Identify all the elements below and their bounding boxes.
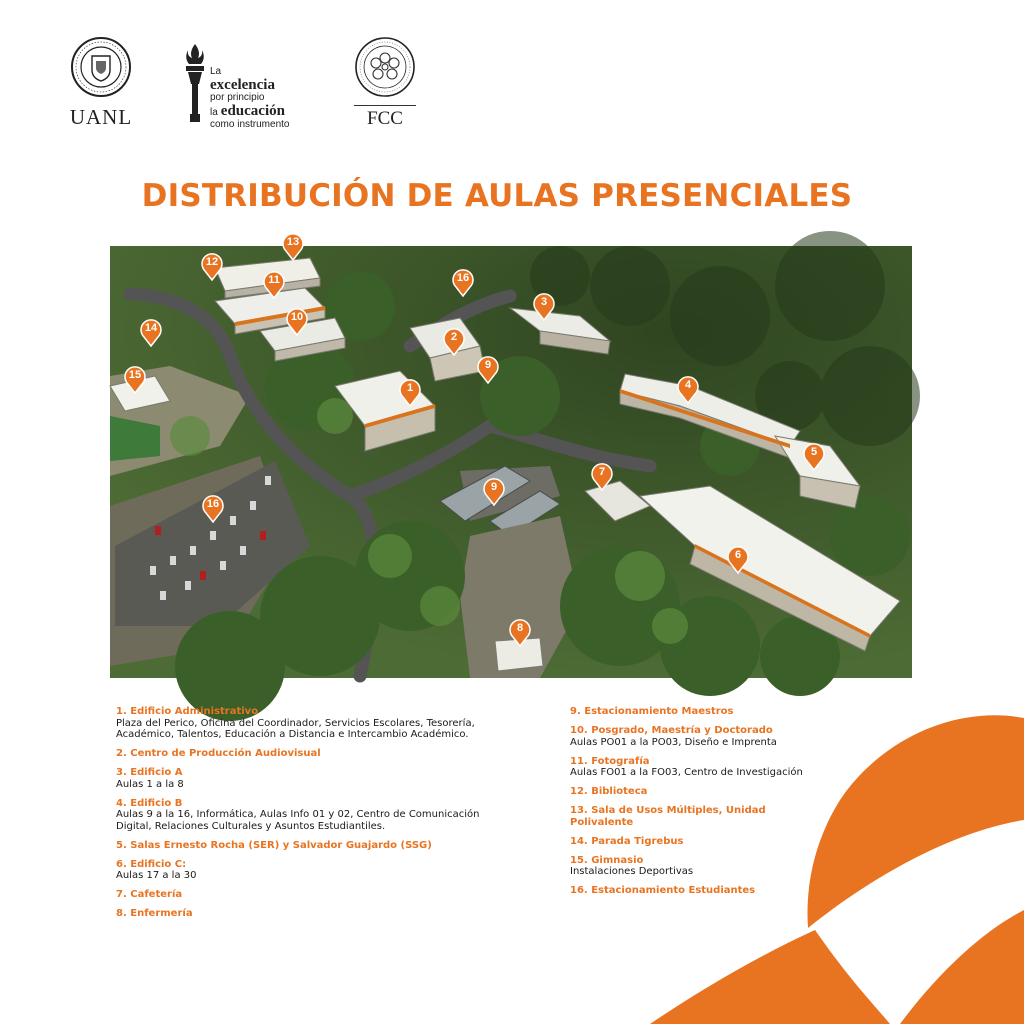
motto-line-5: educación — [220, 103, 285, 119]
legend-item-4-title: 4. Edificio B — [116, 797, 183, 809]
motto-line-4: la — [210, 107, 218, 118]
legend-item-4-desc-line2: Digital, Relaciones Culturales y Asuntos Estudiantiles. — [116, 820, 386, 832]
motto-logo — [180, 42, 315, 130]
torch-icon — [180, 42, 210, 126]
motto-line-2: excelencia — [210, 77, 275, 93]
legend-item-10-title: 10. Posgrado, Maestría y Doctorado — [570, 725, 773, 736]
page-title: DISTRIBUCIÓN DE AULAS PRESENCIALES — [141, 178, 853, 214]
legend-item-4-desc-line1: Aulas 9 a la 16, Informática, Aulas Info 01 y 02, Centro de Comunicación — [116, 809, 480, 820]
uanl-logo-text: UANL — [69, 105, 133, 129]
map-pin-11-label: 11 — [268, 274, 280, 286]
legend-item-9-title: 9. Estacionamiento Maestros — [570, 706, 734, 717]
motto-text — [210, 66, 289, 131]
legend-item-16-title: 16. Estacionamiento Estudiantes — [570, 885, 756, 896]
legend-item-15-title: 15. Gimnasio — [570, 854, 644, 866]
motto-line-3: por principio — [210, 92, 265, 103]
legend-item-7-title: 7. Cafetería — [116, 889, 183, 900]
legend-item-11 — [570, 756, 830, 779]
legend-item-8 — [116, 908, 526, 920]
map-pin-16-top-label: 16 — [456, 272, 470, 284]
legend-item-12-title: 12. Biblioteca — [570, 786, 648, 797]
map-pin-3-label: 3 — [540, 296, 548, 308]
map-pin-12-label: 12 — [205, 256, 219, 268]
legend-item-3-title: 3. Edificio A — [116, 767, 183, 778]
legend-item-4 — [116, 798, 526, 833]
legend-item-3 — [116, 767, 526, 790]
legend-item-9 — [570, 706, 830, 718]
legend-item-6 — [116, 859, 526, 882]
legend-item-12 — [570, 786, 830, 798]
map-pin-14-label: 14 — [144, 322, 158, 334]
legend-item-13 — [570, 805, 830, 828]
legend-right — [570, 706, 830, 904]
uanl-seal-icon — [66, 36, 136, 98]
fcc-underline — [354, 105, 416, 106]
fcc-logo-text: FCC — [367, 108, 403, 129]
fcc-logo — [352, 36, 418, 130]
header-logos — [60, 36, 440, 131]
map-pin-2-label: 2 — [450, 331, 458, 343]
map-pin-9-top-label: 9 — [484, 359, 492, 371]
legend-item-16 — [570, 885, 830, 897]
legend-item-6-desc: Aulas 17 a la 30 — [116, 870, 197, 881]
legend-item-2 — [116, 748, 526, 760]
map-pin-1-label: 1 — [406, 382, 414, 394]
legend-item-2-title: 2. Centro de Producción Audiovisual — [116, 748, 321, 759]
legend-item-1 — [116, 706, 526, 741]
legend-item-13-title: 13. Sala de Usos Múltiples, Unidad Polivalente — [570, 805, 766, 828]
legend-item-1-desc-line2: Académico, Talentos, Educación a Distancia e Intercambio Académico. — [116, 729, 469, 740]
legend-left — [116, 706, 526, 927]
legend-item-10-desc: Aulas PO01 a la PO03, Diseño e Imprenta — [570, 736, 777, 748]
legend-item-15-desc: Instalaciones Deportivas — [570, 866, 694, 877]
legend-item-11-desc: Aulas FO01 a la FO03, Centro de Investigación — [570, 767, 803, 778]
legend-item-1-desc-line1: Plaza del Perico, Oficina del Coordinador, Servicios Escolares, Tesorería, — [116, 717, 475, 729]
map-pin-16-lot-label: 16 — [206, 498, 220, 510]
legend-item-5-title: 5. Salas Ernesto Rocha (SER) y Salvador Guajardo (SSG) — [116, 839, 432, 851]
map-pin-15-label: 15 — [128, 369, 142, 381]
legend-item-14-title: 14. Parada Tigrebus — [570, 835, 684, 847]
map-pin-6-label: 6 — [734, 549, 742, 561]
legend-item-1-title: 1. Edificio Administrativo — [116, 706, 259, 717]
map-pin-5-label: 5 — [810, 446, 818, 458]
legend-item-15 — [570, 855, 830, 878]
legend-item-5 — [116, 840, 526, 852]
legend-item-8-title: 8. Enfermería — [116, 908, 193, 919]
fcc-seal-icon — [352, 36, 418, 98]
legend-item-3-desc: Aulas 1 a la 8 — [116, 778, 184, 790]
campus-aerial-illustration — [110, 236, 912, 678]
map-pin-10-label: 10 — [290, 311, 304, 323]
legend-item-14 — [570, 836, 830, 848]
map-pin-4-label: 4 — [684, 379, 692, 391]
motto-line-1: La — [210, 66, 222, 77]
map-pin-7-label: 7 — [598, 466, 606, 478]
map-pin-9-lot-label: 9 — [490, 481, 498, 493]
uanl-logo — [66, 36, 136, 130]
campus-map — [110, 236, 912, 678]
legend-item-7 — [116, 889, 526, 901]
map-pin-13-label: 13 — [286, 236, 300, 248]
legend-item-6-title: 6. Edificio C: — [116, 858, 187, 870]
motto-line-6: como instrumento — [210, 119, 290, 130]
legend-item-11-title: 11. Fotografía — [570, 755, 650, 767]
map-pin-8-label: 8 — [516, 622, 524, 634]
legend-item-10 — [570, 725, 830, 748]
